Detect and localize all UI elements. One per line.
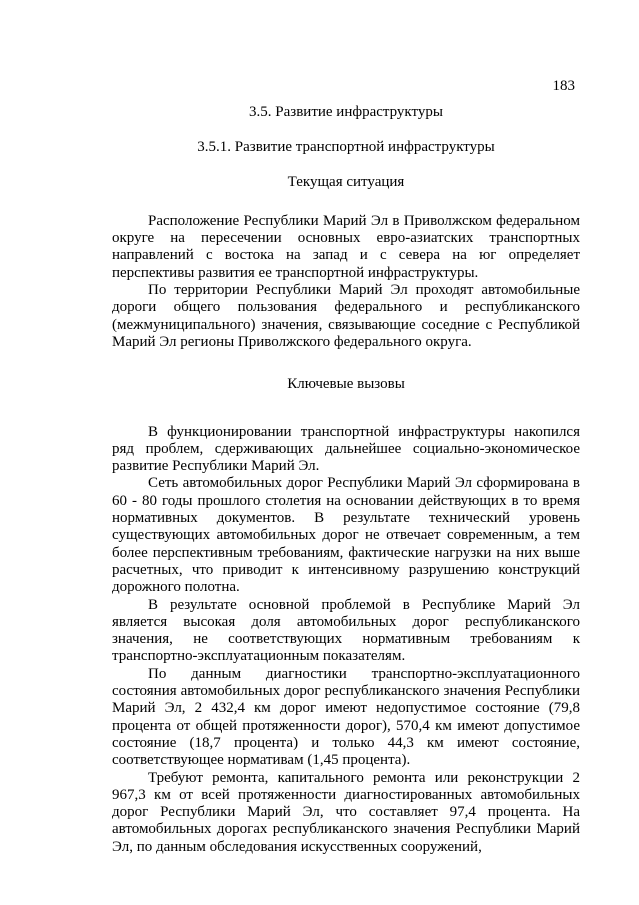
current-situation-heading: Текущая ситуация bbox=[287, 173, 405, 190]
page-number: 183 bbox=[552, 78, 575, 94]
paragraph: Расположение Республики Марий Эл в Приволжском федеральном округе на пересечении основных евро-азиатских транспортных направлений с востока на запад и с севера на юг определяет перспективы развития ее транспортной инфраструктуры. bbox=[112, 212, 580, 281]
key-challenges-heading: Ключевые вызовы bbox=[287, 376, 405, 393]
paragraph: По территории Республики Марий Эл проходят автомобильные дороги общего пользования федерального и республиканского (межмуниципального) значения, связывающие соседние с Республикой Марий Эл регионы Приволжского федерального округа. bbox=[112, 282, 580, 350]
paragraph: В результате основной проблемой в Республике Марий Эл является высокая доля автомобильных дорог республиканского значения, не соответствующих нормативным требованиям к транспортно-эксплуатационным показателям. bbox=[112, 596, 580, 665]
paragraph: По данным диагностики транспортно-эксплуатационного состояния автомобильных дорог республиканского значения Республики Марий Эл, 2 432,4 км дорог имеют недопустимое состояние (79,8 процента от общей протяженности дорог), 570,4 км имеют допустимое состояние (18,7 процента) и только 44,3 км имеют состояние, соответствующее нормативам (1,45 процента). bbox=[112, 665, 580, 769]
paragraph: В функционировании транспортной инфраструктуры накопился ряд проблем, сдерживающих дальнейшее социально-экономическое развитие Республики Марий Эл. bbox=[112, 423, 580, 475]
paragraph: Сеть автомобильных дорог Республики Марий Эл сформирована в 60 - 80 годы прошлого столетия на основании действующих в то время нормативных документов. В результате технический уровень существующих автомобильных дорог не отвечает современным, а тем более перспективным требованиям, фактические нагрузки на них выше расчетных, что приводит к интенсивному разрушению конструкций дорожного полотна. bbox=[112, 475, 580, 596]
paragraph: Требуют ремонта, капитального ремонта или реконструкции 2 967,3 км от всей протяженности диагностированных автомобильных дорог Республики Марий Эл, что составляет 97,4 процента. На автомобильных дорогах республиканского значения Республики Марий Эл, по данным обследования искусственных сооружений, bbox=[112, 769, 580, 855]
section-heading: 3.5. Развитие инфраструктуры bbox=[249, 104, 443, 120]
document-body bbox=[112, 104, 580, 856]
subsection-heading: 3.5.1. Развитие транспортной инфраструктуры bbox=[197, 139, 495, 156]
